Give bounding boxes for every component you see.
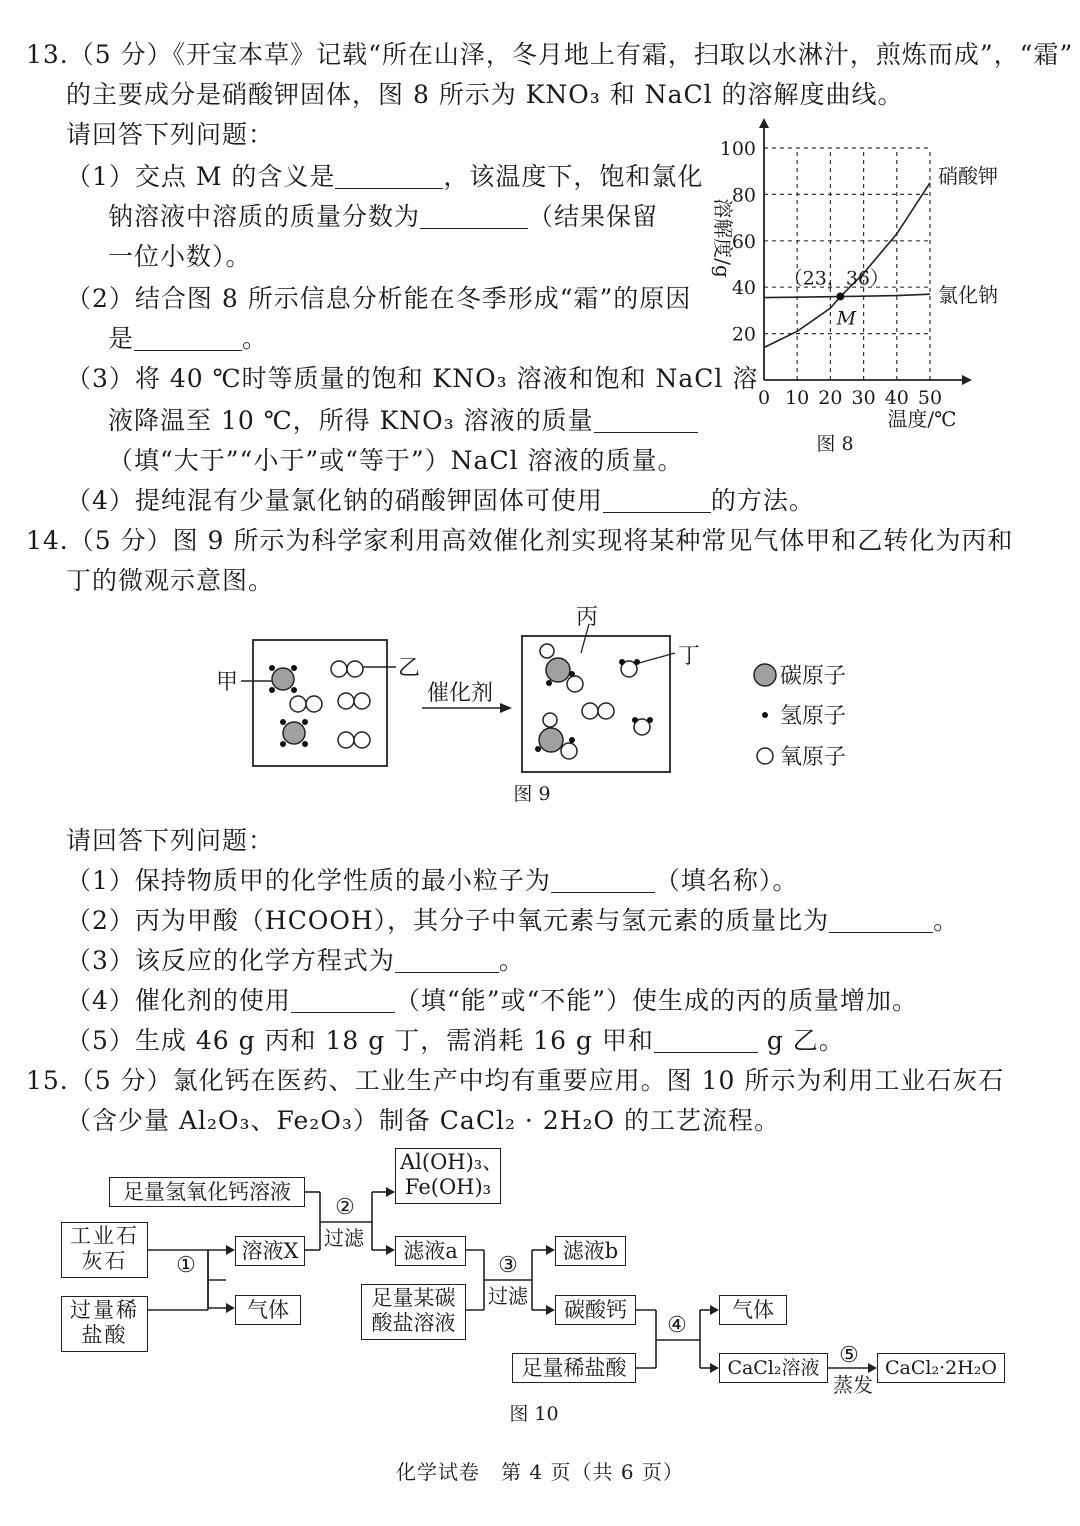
q13-p1b: ，该温度下，饱和氯化 bbox=[443, 162, 704, 191]
q14-part3 bbox=[66, 944, 525, 978]
q14-p4a: （4）催化剂的使用 bbox=[66, 986, 291, 1015]
q14-p5a: （5）生成 46 g 丙和 18 g 丁，需消耗 16 g 甲和 bbox=[66, 1026, 654, 1055]
oxygen-molecule bbox=[582, 703, 614, 719]
oxygen-molecule bbox=[331, 661, 363, 677]
chart-series bbox=[764, 164, 998, 348]
q14-part2 bbox=[66, 904, 959, 938]
q14-p3b: 。 bbox=[498, 946, 525, 975]
box-solution-x: 溶液X bbox=[235, 1236, 305, 1266]
x-tick-label: 30 bbox=[851, 387, 876, 409]
q13-p1c: 钠溶液中溶质的质量分数为 bbox=[108, 202, 421, 231]
q13-line2: 的主要成分是硝酸钾固体，图 8 所示为 KNO₃ 和 NaCl 的溶解度曲线。 bbox=[66, 80, 904, 109]
oxygen-molecule bbox=[290, 696, 322, 712]
oxygen-molecule bbox=[338, 693, 370, 709]
label-bing: 丙 bbox=[576, 605, 599, 630]
q13-p4a: （4）提纯混有少量氯化钠的硝酸钾固体可使用 bbox=[66, 486, 603, 515]
series-label: 氯化钠 bbox=[938, 283, 998, 308]
box-hydroxide-precipitates: Al(OH)₃、Fe(OH)₃ bbox=[395, 1148, 501, 1204]
answer-blank[interactable] bbox=[654, 1026, 758, 1053]
q13-p3c: （填“大于”“小于”或“等于”）NaCl 溶液的质量。 bbox=[108, 446, 684, 475]
series-line-1 bbox=[764, 294, 930, 297]
answer-blank[interactable] bbox=[420, 202, 528, 229]
figure-caption: 图 10 bbox=[509, 1403, 559, 1425]
x-tick-label: 0 bbox=[757, 387, 771, 409]
y-axis-arrow bbox=[759, 118, 769, 128]
q14-part1 bbox=[66, 864, 798, 898]
q13-part1-line2 bbox=[108, 200, 658, 234]
x-axis-label: 温度/℃ bbox=[887, 407, 957, 431]
evaporate-label: 蒸发 bbox=[833, 1373, 873, 1397]
solubility-chart bbox=[690, 118, 1020, 458]
q14-p3a: （3）该反应的化学方程式为 bbox=[66, 946, 395, 975]
q14-part4 bbox=[66, 984, 918, 1018]
x-tick-label: 50 bbox=[917, 387, 943, 409]
methane-molecule bbox=[269, 665, 297, 693]
x-tick-label: 10 bbox=[785, 387, 810, 409]
x-tick-label: 20 bbox=[818, 387, 843, 409]
chart-grid bbox=[764, 148, 930, 380]
box-carbonate-solution: 足量某碳酸盐溶液 bbox=[361, 1284, 466, 1340]
chart-axes bbox=[720, 118, 972, 409]
page-footer: 化学试卷 第 4 页（共 6 页） bbox=[396, 1460, 684, 1484]
q13-line1: 13.（5 分）《开宝本草》记载“所在山泽，冬月地上有霜，扫取以水淋汁，煎炼而成”，“霜” bbox=[26, 40, 1074, 69]
water-molecule bbox=[619, 659, 640, 677]
q13-p3b: 液降温至 10 ℃，所得 KNO₃ 溶液的质量 bbox=[108, 406, 594, 435]
step-4-label: ④ bbox=[667, 1313, 687, 1338]
q13-p1d: （结果保留 bbox=[528, 202, 659, 231]
legend-hydrogen: 氢原子 bbox=[780, 704, 847, 729]
q14-prompt: 请回答下列问题： bbox=[66, 826, 275, 855]
q13-p2c: 。 bbox=[242, 324, 269, 353]
q13-part4 bbox=[66, 484, 815, 518]
q13-p1e: 一位小数）。 bbox=[108, 242, 252, 271]
q13-p4b: 的方法。 bbox=[710, 486, 815, 515]
intersection-point-m bbox=[836, 292, 844, 300]
box-calcium-hydroxide: 足量氢氧化钙溶液 bbox=[109, 1177, 305, 1207]
box-product: CaCl₂·2H₂O bbox=[877, 1353, 1005, 1383]
step-1-label: ① bbox=[176, 1253, 196, 1278]
step-3-label: ③ bbox=[498, 1253, 518, 1278]
methane-molecule bbox=[280, 719, 308, 747]
oxygen-atom-icon bbox=[757, 748, 773, 764]
answer-blank[interactable] bbox=[335, 162, 443, 189]
q15-line2: （含少量 Al₂O₃、Fe₂O₃）制备 CaCl₂ · 2H₂O 的工艺流程。 bbox=[66, 1106, 780, 1135]
formic-acid-molecule bbox=[540, 644, 583, 692]
q13-p1a: （1）交点 M 的含义是 bbox=[66, 162, 336, 191]
carbon-atom-icon bbox=[754, 664, 776, 686]
box-gas-1: 气体 bbox=[235, 1295, 301, 1325]
figure-caption: 图 9 bbox=[513, 783, 551, 805]
answer-blank[interactable] bbox=[395, 946, 499, 973]
formic-acid-molecule bbox=[535, 713, 577, 759]
q14-line1: 14.（5 分）图 9 所示为科学家利用高效催化剂实现将某种常见气体甲和乙转化为丙和 bbox=[26, 526, 1014, 555]
q14-p1a: （1）保持物质甲的化学性质的最小粒子为 bbox=[66, 866, 551, 895]
answer-blank[interactable] bbox=[291, 986, 395, 1013]
filter-label-2: 过滤 bbox=[488, 1284, 528, 1308]
answer-blank[interactable] bbox=[551, 866, 655, 893]
label-jia: 甲 bbox=[216, 670, 239, 695]
figure-caption: 图 8 bbox=[816, 433, 854, 455]
oxygen-molecule bbox=[338, 732, 370, 748]
box-industrial-limestone: 工业石灰石 bbox=[61, 1222, 148, 1278]
intersection-coord-label: （23，36） bbox=[783, 267, 890, 290]
q15-line1: 15.（5 分）氯化钙在医药、工业生产中均有重要应用。图 10 所示为利用工业石灰石 bbox=[26, 1066, 1005, 1095]
q13-part3-line2 bbox=[108, 404, 698, 438]
q13-part2-line2 bbox=[108, 322, 268, 356]
q14-p1b: （填名称）。 bbox=[654, 866, 799, 895]
box-excess-hcl: 过量稀盐酸 bbox=[61, 1296, 148, 1352]
box-gas-2: 气体 bbox=[719, 1295, 787, 1325]
reaction-diagram bbox=[200, 600, 880, 810]
filter-label-1: 过滤 bbox=[324, 1226, 364, 1250]
q13-p2a: （2）结合图 8 所示信息分析能在冬季形成“霜”的原因 bbox=[66, 284, 692, 313]
box-filtrate-a: 滤液a bbox=[395, 1236, 466, 1266]
q13-prompt: 请回答下列问题： bbox=[66, 120, 275, 149]
catalyst-label: 催化剂 bbox=[427, 681, 494, 706]
q14-p4b: （填“能”或“不能”）使生成的丙的质量增加。 bbox=[394, 986, 919, 1015]
box-cacl2-solution: CaCl₂溶液 bbox=[719, 1353, 828, 1383]
water-molecule bbox=[632, 717, 653, 735]
q13-part1-line1 bbox=[66, 160, 703, 194]
answer-blank[interactable] bbox=[603, 486, 711, 513]
hydrogen-atom-icon bbox=[762, 712, 768, 718]
answer-blank[interactable] bbox=[594, 406, 698, 433]
label-ding: 丁 bbox=[678, 644, 701, 669]
box-calcium-carbonate: 碳酸钙 bbox=[555, 1295, 636, 1325]
answer-blank[interactable] bbox=[829, 906, 933, 933]
step-2-label: ② bbox=[335, 1195, 355, 1220]
q13-p3a: （3）将 40 ℃时等质量的饱和 KNO₃ 溶液和饱和 NaCl 溶 bbox=[66, 364, 759, 393]
q14-line2: 丁的微观示意图。 bbox=[66, 566, 275, 595]
box-dilute-hcl: 足量稀盐酸 bbox=[512, 1353, 636, 1383]
intersection-m-label: M bbox=[836, 307, 857, 330]
y-tick-label: 80 bbox=[731, 184, 756, 207]
y-tick-label: 40 bbox=[731, 277, 756, 300]
label-yi: 乙 bbox=[398, 656, 421, 681]
answer-blank[interactable] bbox=[134, 324, 242, 351]
q13-p2b: 是 bbox=[108, 324, 135, 353]
step-5-label: ⑤ bbox=[839, 1343, 859, 1368]
legend-carbon: 碳原子 bbox=[780, 664, 847, 689]
q14-p2a: （2）丙为甲酸（HCOOH），其分子中氧元素与氢元素的质量比为 bbox=[66, 906, 830, 935]
y-tick-label: 100 bbox=[719, 138, 756, 160]
q14-p2b: 。 bbox=[933, 906, 960, 935]
q14-p5b: g 乙。 bbox=[766, 1026, 845, 1055]
box-filtrate-b: 滤液b bbox=[555, 1236, 626, 1266]
x-tick-label: 40 bbox=[884, 387, 909, 409]
x-axis-arrow bbox=[962, 375, 972, 385]
series-label: 硝酸钾 bbox=[938, 163, 998, 188]
q14-part5 bbox=[66, 1024, 845, 1058]
y-tick-label: 60 bbox=[731, 230, 756, 253]
legend-oxygen: 氧原子 bbox=[780, 745, 847, 770]
y-axis-label: 溶解度/g bbox=[711, 198, 735, 278]
y-tick-label: 20 bbox=[731, 323, 756, 346]
